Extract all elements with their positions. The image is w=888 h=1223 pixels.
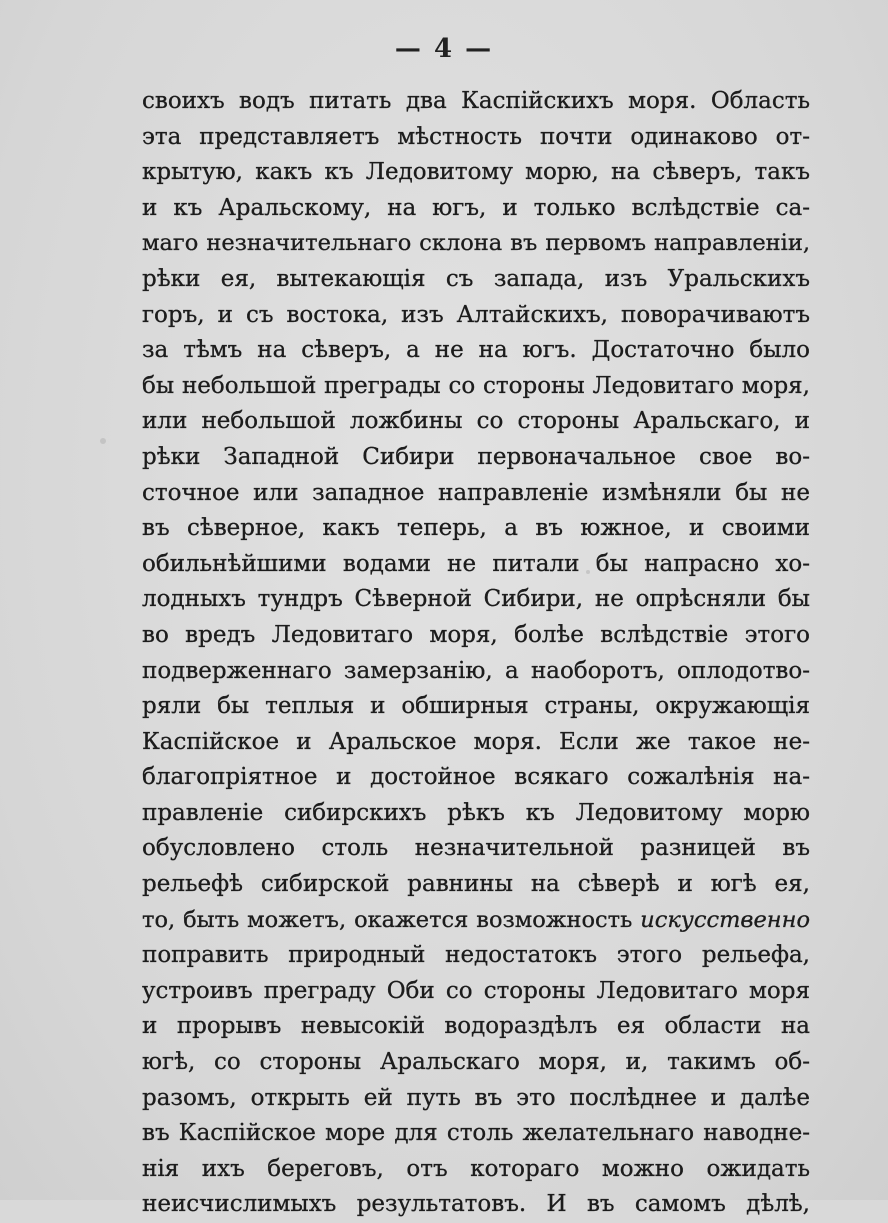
paper-speck: [100, 438, 106, 444]
text-line: неисчислимыхъ результатовъ. И въ самомъ дѣлѣ,: [142, 1191, 810, 1218]
page-number: — 4 —: [394, 34, 494, 64]
text-line: въ Каспійское море для столь желательнаго наводне-: [142, 1120, 810, 1147]
text-line: бы небольшой преграды со стороны Ледовитаго моря,: [142, 372, 810, 399]
text-line: благопріятное и достойное всякаго сожалѣнія на-: [142, 764, 810, 791]
text-line: обусловлено столь незначительной разницей въ: [142, 835, 810, 862]
text-line: рельефѣ сибирской равнины на сѣверѣ и югѣ ея,: [142, 871, 810, 898]
text-line: эта представляетъ мѣстность почти одинаково от-: [142, 123, 810, 150]
text-line: рѣки ея, вытекающія съ запада, изъ Уральскихъ: [142, 265, 810, 292]
text-line: устроивъ преграду Оби со стороны Ледовитаго моря: [142, 977, 810, 1004]
text-line: югѣ, со стороны Аральскаго моря, и, такимъ об-: [142, 1049, 810, 1076]
text-line-with-emphasis: [142, 903, 810, 939]
text-line: своихъ водъ питать два Каспійскихъ моря. Область: [142, 88, 810, 114]
text-line: сточное или западное направленіе измѣняли бы не: [142, 479, 810, 506]
body-text: [142, 84, 810, 1223]
text-line: нія ихъ береговъ, отъ котораго можно ожидать: [142, 1155, 810, 1182]
text-line: разомъ, открыть ей путь въ это послѣднее и далѣе: [142, 1084, 810, 1111]
text-line: Каспійское и Аральское моря. Если же такое не-: [142, 728, 810, 755]
text-line: за тѣмъ на сѣверъ, а не на югъ. Достаточно было: [142, 337, 810, 364]
emphasized-word: искусственно: [640, 906, 810, 933]
text-line: правленіе сибирскихъ рѣкъ къ Ледовитому морю: [142, 799, 810, 826]
text-line: лодныхъ тундръ Сѣверной Сибири, не опрѣсняли бы: [142, 586, 810, 613]
text-line: маго незначительнаго склона въ первомъ направленіи,: [142, 230, 810, 257]
text-line: во вредъ Ледовитаго моря, болѣе вслѣдствіе этого: [142, 621, 810, 648]
text-segment: то, быть можетъ, окажется возможность: [142, 906, 641, 933]
text-line: рѣки Западной Сибири первоначальное свое во-: [142, 443, 810, 470]
text-line: въ сѣверное, какъ теперь, а въ южное, и своими: [142, 515, 810, 542]
text-line: крытую, какъ къ Ледовитому морю, на сѣверъ, такъ: [142, 159, 810, 186]
text-line: или небольшой ложбины со стороны Аральскаго, и: [142, 408, 810, 435]
text-line: и къ Аральскому, на югъ, и только вслѣдствіе са-: [142, 194, 810, 221]
text-line: ряли бы теплыя и обширныя страны, окружающія: [142, 693, 810, 720]
text-line: подверженнаго замерзанію, а наоборотъ, оплодотво-: [142, 657, 810, 684]
text-line: горъ, и съ востока, изъ Алтайскихъ, поворачиваютъ: [142, 301, 810, 328]
text-line: поправить природный недостатокъ этого рельефа,: [142, 942, 810, 969]
text-line: обильнѣйшими водами не питали бы напрасно хо-: [142, 550, 810, 577]
text-line: и прорывъ невысокій водораздѣлъ ея области на: [142, 1013, 810, 1040]
